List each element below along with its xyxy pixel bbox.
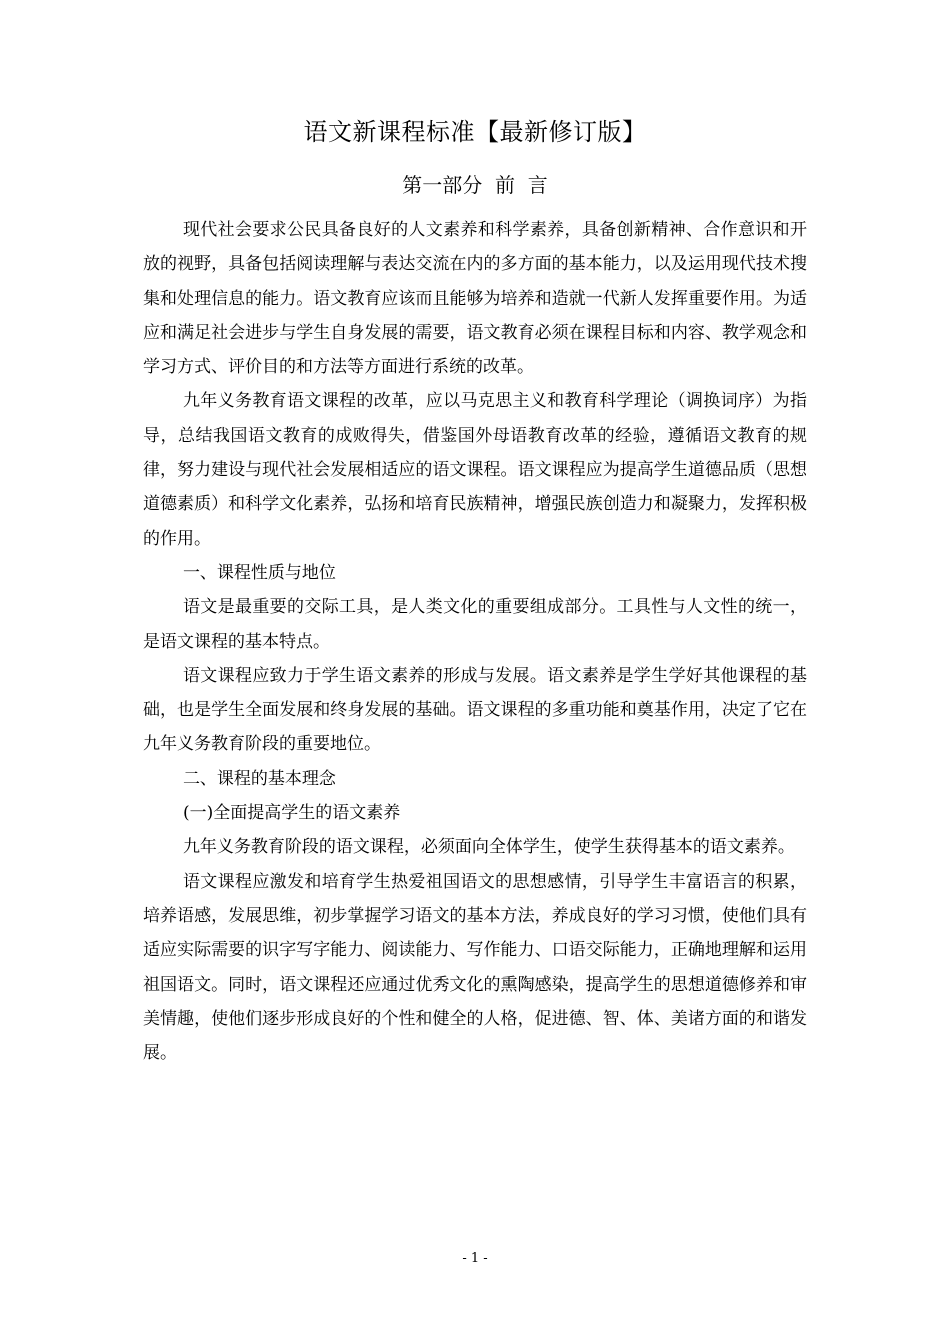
subheading-literacy: (一)全面提高学生的语文素养 bbox=[182, 803, 401, 824]
heading-basic-concepts: 二、课程的基本理念 bbox=[182, 768, 336, 789]
section-heading: 第一部分 前 言 bbox=[402, 173, 548, 197]
heading-course-nature: 一、课程性质与地位 bbox=[182, 562, 336, 583]
paragraph-intro-2: 九年义务教育语文课程的改革，应以马克思主义和教育科学理论（调换词序）为指导，总结我国语文教育的成败得失，借鉴国外母语教育改革的经验，遵循语文教育的规律，努力建设与现代社会发展相适应的语文课程。语文课程应为提高学生道德品质（思想道德素质）和科学文化素养，弘扬和培育民族精神，增强民族创造力和凝聚力，发挥积极的作用。 bbox=[143, 391, 807, 549]
paragraph-literacy-1: 九年义务教育阶段的语文课程，必须面向全体学生，使学生获得基本的语文素养。 bbox=[182, 837, 795, 858]
paragraph-literacy-2: 语文课程应激发和培育学生热爱祖国语文的思想感情，引导学生丰富语言的积累，培养语感，发展思维，初步掌握学习语文的基本方法，养成良好的学习习惯，使他们具有适应实际需要的识字写字能力、阅读能力、写作能力、口语交际能力，正确地理解和运用祖国语文。同时，语文课程还应通过优秀文化的熏陶感染，提高学生的思想道德修养和审美情趣，使他们逐步形成良好的个性和健全的人格，促进德、智、体、美诸方面的和谐发展。 bbox=[143, 871, 807, 1064]
document-title: 语文新课程标准【最新修订版】 bbox=[303, 118, 647, 146]
paragraph-course-nature-2: 语文课程应致力于学生语文素养的形成与发展。语文素养是学生学好其他课程的基础，也是学生全面发展和终身发展的基础。语文课程的多重功能和奠基作用，决定了它在九年义务教育阶段的重要地位。 bbox=[143, 665, 807, 755]
paragraph-intro-1: 现代社会要求公民具备良好的人文素养和科学素养，具备创新精神、合作意识和开放的视野，具备包括阅读理解与表达交流在内的多方面的基本能力，以及运用现代技术搜集和处理信息的能力。语文教育应该而且能够为培养和造就一代新人发挥重要作用。为适应和满足社会进步与学生自身发展的需要，语文教育必须在课程目标和内容、教学观念和学习方式、评价目的和方法等方面进行系统的改革。 bbox=[143, 220, 807, 378]
document-body bbox=[143, 213, 807, 1070]
page-number: - 1 - bbox=[462, 1251, 488, 1266]
paragraph-course-nature-1: 语文是最重要的交际工具，是人类文化的重要组成部分。工具性与人文性的统一，是语文课程的基本特点。 bbox=[143, 597, 807, 652]
